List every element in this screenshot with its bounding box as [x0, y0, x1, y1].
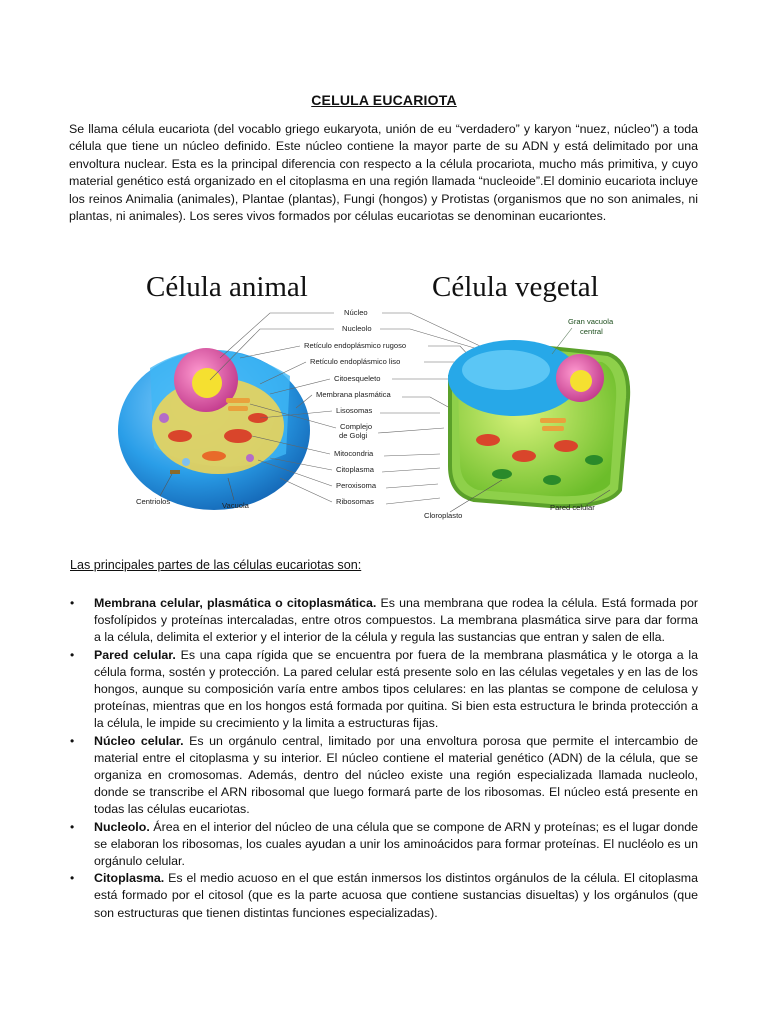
- plant-cell-illustration: [448, 340, 628, 506]
- label-rer: Retículo endoplásmico rugoso: [304, 341, 407, 350]
- list-item: [70, 595, 698, 647]
- label-ribosomas: Ribosomas: [336, 497, 374, 506]
- label-cloroplasto: Cloroplasto: [424, 511, 463, 520]
- list-item-text: Es una capa rígida que se encuentra por fuera de la membrana plasmática y le otorga a la célula forma, sostén y protección. La pared celular está presente solo en las células vegetales y en las de los hongos, aunque su composición varía entre ambos tipos celulares: en las plantas se compone de celulosa y proteínas, mientras que en los hongos está formada por quitina. Si bien esta estructura le brinda protección a la célula, le impide su crecimiento y la limita a estructuras fijas.: [94, 647, 698, 731]
- center-labels: [304, 308, 406, 506]
- list-item: [70, 647, 698, 733]
- label-complejo: Complejo: [340, 422, 373, 431]
- label-mitocondria: Mitocondria: [334, 449, 374, 458]
- list-item-term: Pared celular.: [94, 647, 176, 662]
- list-item: [70, 733, 698, 819]
- plant-cell-title: Célula vegetal: [432, 271, 599, 303]
- label-rel: Retículo endoplásmico liso: [310, 357, 401, 366]
- intro-paragraph: Se llama célula eucariota (del vocablo griego eukaryota, unión de eu “verdadero” y karyon “nuez, núcleo”) a toda célula que tiene un núcleo definido. Este núcleo contiene la mayor parte de su ADN y está delimitado por una envoltura nuclear. Esta es la principal diferencia con respecto a la célula procariota, mucho más primitiva, y cuyo material genético está organizado en el citoplasma en una región llamada “nucleoide”.El dominio eucariota incluye los reinos Animalia (animales), Plantae (plantas), Fungi (hongos) y Protistas (organismos que no son animales, ni plantas, ni animales). Los seres vivos formados por células eucariotas se denominan eucariontes.: [69, 122, 698, 224]
- list-item-term: Membrana celular, plasmática o citoplasmática.: [94, 596, 377, 610]
- label-pared-celular: Pared celular: [550, 503, 595, 512]
- list-item-text: Es un orgánulo central, limitado por una envoltura porosa que permite el intercambio de material entre el citoplasma y su interior. El núcleo contiene el material genético (ADN) de la célula, que se organiza en cromosomas. Además, dentro del núcleo existe una región especializada llamada nucleolo, donde se transcribe el ARN ribosomal que luego formará parte de los ribosomas. El núcleo está presente en todas las células eucariotas.: [94, 733, 698, 817]
- animal-cell-illustration: [118, 348, 310, 510]
- cell-diagram-svg: [110, 258, 650, 533]
- list-item: [70, 870, 698, 922]
- list-item: [70, 819, 698, 871]
- label-citoesqueleto: Citoesqueleto: [334, 374, 381, 383]
- list-item-term: Nucleolo.: [94, 819, 150, 834]
- list-item-text: Es el medio acuoso en el que están inmersos los distintos orgánulos de la célula. El citoplasma está formado por el citosol (que es la parte acuosa que contiene sustancias disueltas) y los orgánulos (que son estructuras que tienen distintas funciones especializadas).: [94, 871, 698, 920]
- label-central: central: [580, 327, 603, 336]
- list-item-term: Citoplasma.: [94, 871, 165, 886]
- list-item-text: Es una membrana que rodea la célula. Está formada por fosfolípidos y proteínas intercaladas, entre otros compuestos. La membrana plasmática sirve para dar forma a la célula, delimita el exterior y el interior de la célula y regula las sustancias que entran y salen de ella.: [94, 596, 699, 645]
- label-centriolos: Centriolos: [136, 497, 171, 506]
- label-nucleolo: Nucleolo: [342, 324, 372, 333]
- cell-diagram: [110, 258, 650, 533]
- label-membrana: Membrana plasmática: [316, 390, 391, 399]
- label-vacuola: Vacuola: [222, 501, 249, 510]
- document-title: CELULA EUCARIOTA: [311, 92, 457, 108]
- parts-heading: Las principales partes de las células eucariotas son:: [70, 558, 362, 572]
- label-lisosomas: Lisosomas: [336, 406, 373, 415]
- label-nucleo: Núcleo: [344, 308, 368, 317]
- list-item-term: Núcleo celular.: [94, 733, 184, 748]
- label-peroxisoma: Peroxisoma: [336, 481, 377, 490]
- label-gran-vacuola: Gran vacuola: [568, 317, 614, 326]
- animal-cell-title: Célula animal: [146, 271, 308, 303]
- label-citoplasma: Citoplasma: [336, 465, 374, 474]
- label-golgi: de Golgi: [339, 431, 368, 440]
- list-item-text: Área en el interior del núcleo de una célula que se compone de ARN y proteínas; es el lugar donde se elaboran los ribosomas, los cuales ayudan a unir los aminoácidos para formar proteínas. El nucléolo es un orgánulo celular.: [94, 819, 698, 869]
- parts-list: [70, 595, 698, 922]
